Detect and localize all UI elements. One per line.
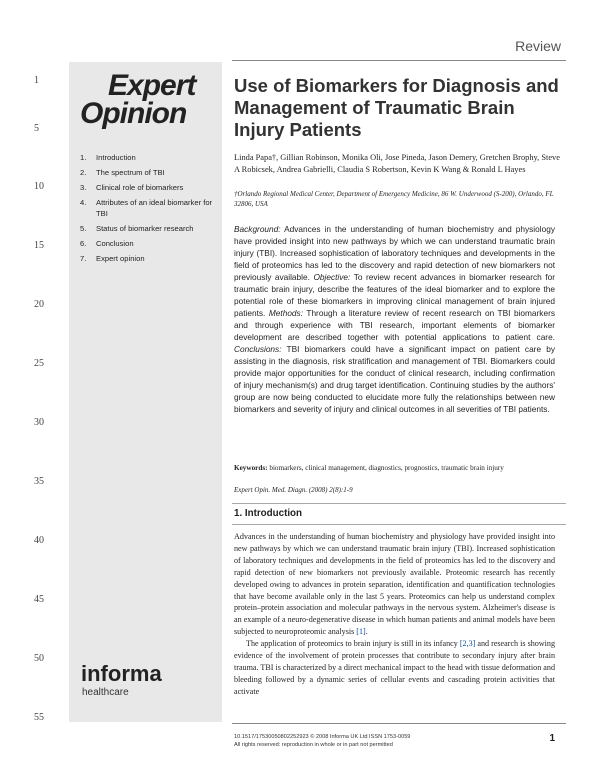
line-number: 10 <box>34 181 44 192</box>
toc-item-conclusion[interactable] <box>80 238 220 249</box>
toc-item-attributes[interactable] <box>80 197 220 219</box>
abstract-methods-label: Methods: <box>268 308 304 318</box>
rights-line: All rights reserved: reproduction in whole or in part not permitted <box>234 742 393 748</box>
line-number: 15 <box>34 240 44 251</box>
citation: Expert Opin. Med. Diagn. (2008) 2(8):1-9 <box>234 486 353 494</box>
section-label: Review <box>515 38 561 54</box>
abstract <box>234 223 555 415</box>
section-rule <box>232 503 566 504</box>
toc-label: Attributes of an ideal biomarker for TBI <box>96 198 213 218</box>
doi-line: 10.1517/17530050802252923 © 2008 Informa UK Ltd ISSN 1753-0059 <box>234 734 411 740</box>
paragraph-text: Advances in the understanding of human biochemistry and physiology have provided insight into new pathways by which we can understand traumatic brain injury (TBI). Increased sophistication of laboratory techniques and developments in the field of proteomics has led to the discovery and rapid detection of new biomarkers not previously available. Proteomic research has recently developed owing to advances in protein separation, identification and quantification technologies that have become available only in the last 5 years. Proteomics can help us understand complex protein–protein association and molecular pathways in the nervous system. Alzheimer's disease is an example of a neuro-degenerative disease in which human patients and animal models have been subjected to neuroproteomic analysis <box>234 532 555 637</box>
toc-number: 4. <box>80 198 87 207</box>
toc-label: Conclusion <box>96 239 134 248</box>
journal-logo-line1: Expert <box>108 69 196 102</box>
header-rule <box>232 60 566 61</box>
toc-number: 3. <box>80 183 87 192</box>
toc-item-status[interactable] <box>80 223 220 234</box>
section-heading: 1. Introduction <box>234 508 303 519</box>
journal-logo-line2: Opinion <box>80 97 187 130</box>
line-number: 35 <box>34 476 44 487</box>
toc-number: 6. <box>80 239 87 248</box>
toc-item-expert-opinion[interactable] <box>80 253 220 264</box>
toc-number: 7. <box>80 254 87 263</box>
abstract-objective-label: Objective: <box>313 272 351 282</box>
line-number: 20 <box>34 299 44 310</box>
toc-label: The spectrum of TBI <box>96 168 165 177</box>
line-number: 45 <box>34 594 44 605</box>
line-number: 5 <box>34 123 39 134</box>
abstract-background: Advances in the understanding of human biochemistry and physiology have provided insight into new pathways by which we can understand traumatic brain injury (TBI). Increased sophistication of laboratory techniques and developments in the field of proteomics has led to the discovery and rapid detection of new biomarkers not previously available. <box>234 224 555 282</box>
line-number: 25 <box>34 358 44 369</box>
toc-number: 2. <box>80 168 87 177</box>
paragraph <box>234 531 555 638</box>
keywords-list: biomarkers, clinical management, diagnostics, prognostics, traumatic brain injury <box>267 464 504 472</box>
toc-item-introduction[interactable] <box>80 152 220 163</box>
paragraph-text: and research is showing evidence of the involvement of protein processes that contribute to secondary injury after brain trauma. TBI is characterized by a direct mechanical impact to the head with tissue deformation and bleeding followed by a dynamic series of cellular events and cascading protein activities that activate <box>234 639 555 696</box>
paragraph <box>234 638 555 698</box>
line-number: 55 <box>34 712 44 723</box>
line-number: 1 <box>34 75 39 86</box>
abstract-objective: To review recent advances in biomarker research for traumatic brain injury, describe the features of the ideal biomarker and to explore the potential role of these biomarkers in improving clinical management of brain injured patients. <box>234 272 555 318</box>
line-number: 30 <box>34 417 44 428</box>
footer-rule <box>232 723 566 724</box>
keywords-label: Keywords: <box>234 464 268 472</box>
toc-number: 1. <box>80 153 87 162</box>
sidebar <box>69 62 222 722</box>
article-title: Use of Biomarkers for Diagnosis and Management of Traumatic Brain Injury Patients <box>234 75 559 140</box>
reference-link[interactable]: [2,3] <box>459 639 476 649</box>
toc-label: Clinical role of biomarkers <box>96 183 184 192</box>
paragraph-text: . <box>365 627 368 637</box>
author-list: Linda Papa†, Gillian Robinson, Monika Oli, Jose Pineda, Jason Demery, Gretchen Brophy, Steve A Robicsek, Andrea Gabrielli, Claudia S Robertson, Kevin K Wang & Ronald L Hayes <box>234 153 560 174</box>
toc-item-clinical-role[interactable] <box>80 182 220 193</box>
abstract-methods: Through a literature review of recent research on TBI biomarkers and through experience with TBI research, important elements of biomarker development are described together with potential applications to patient care. <box>234 308 555 342</box>
publisher-subtitle: healthcare <box>82 687 129 698</box>
toc-number: 5. <box>80 224 87 233</box>
author-affiliation: †Orlando Regional Medical Center, Department of Emergency Medicine, 86 W. Underwood (S-200), Orlando, FL 32806, USA <box>234 190 554 208</box>
section-rule <box>232 524 566 525</box>
body-text <box>234 531 555 698</box>
toc-item-spectrum[interactable] <box>80 167 220 178</box>
abstract-background-label: Background: <box>234 224 281 234</box>
abstract-conclusions: TBI biomarkers could have a significant impact on patient care by assisting in the diagnosis, risk stratification and management of TBI. Biomarkers could provide major opportunities for the conduct of clinical research, including confirmation of injury mechanism(s) and drug target identification. Continuing studies by the authors' group are now being conducted to elucidate more fully the relationships between new biomarkers and severity of injury and clinical outcomes in all severities of TBI patients. <box>234 344 555 414</box>
abstract-conclusions-label: Conclusions: <box>234 344 282 354</box>
publisher-logo: informa <box>81 661 162 686</box>
page-number: 1 <box>549 733 555 744</box>
toc-label: Expert opinion <box>96 254 145 263</box>
toc-label: Introduction <box>96 153 136 162</box>
line-number: 50 <box>34 653 44 664</box>
paragraph-text: The application of proteomics to brain injury is still in its infancy <box>246 639 460 649</box>
footer <box>234 733 514 749</box>
toc-label: Status of biomarker research <box>96 224 194 233</box>
reference-link[interactable]: [1] <box>356 627 366 637</box>
keywords <box>234 463 564 473</box>
line-number: 40 <box>34 535 44 546</box>
table-of-contents <box>80 152 220 268</box>
